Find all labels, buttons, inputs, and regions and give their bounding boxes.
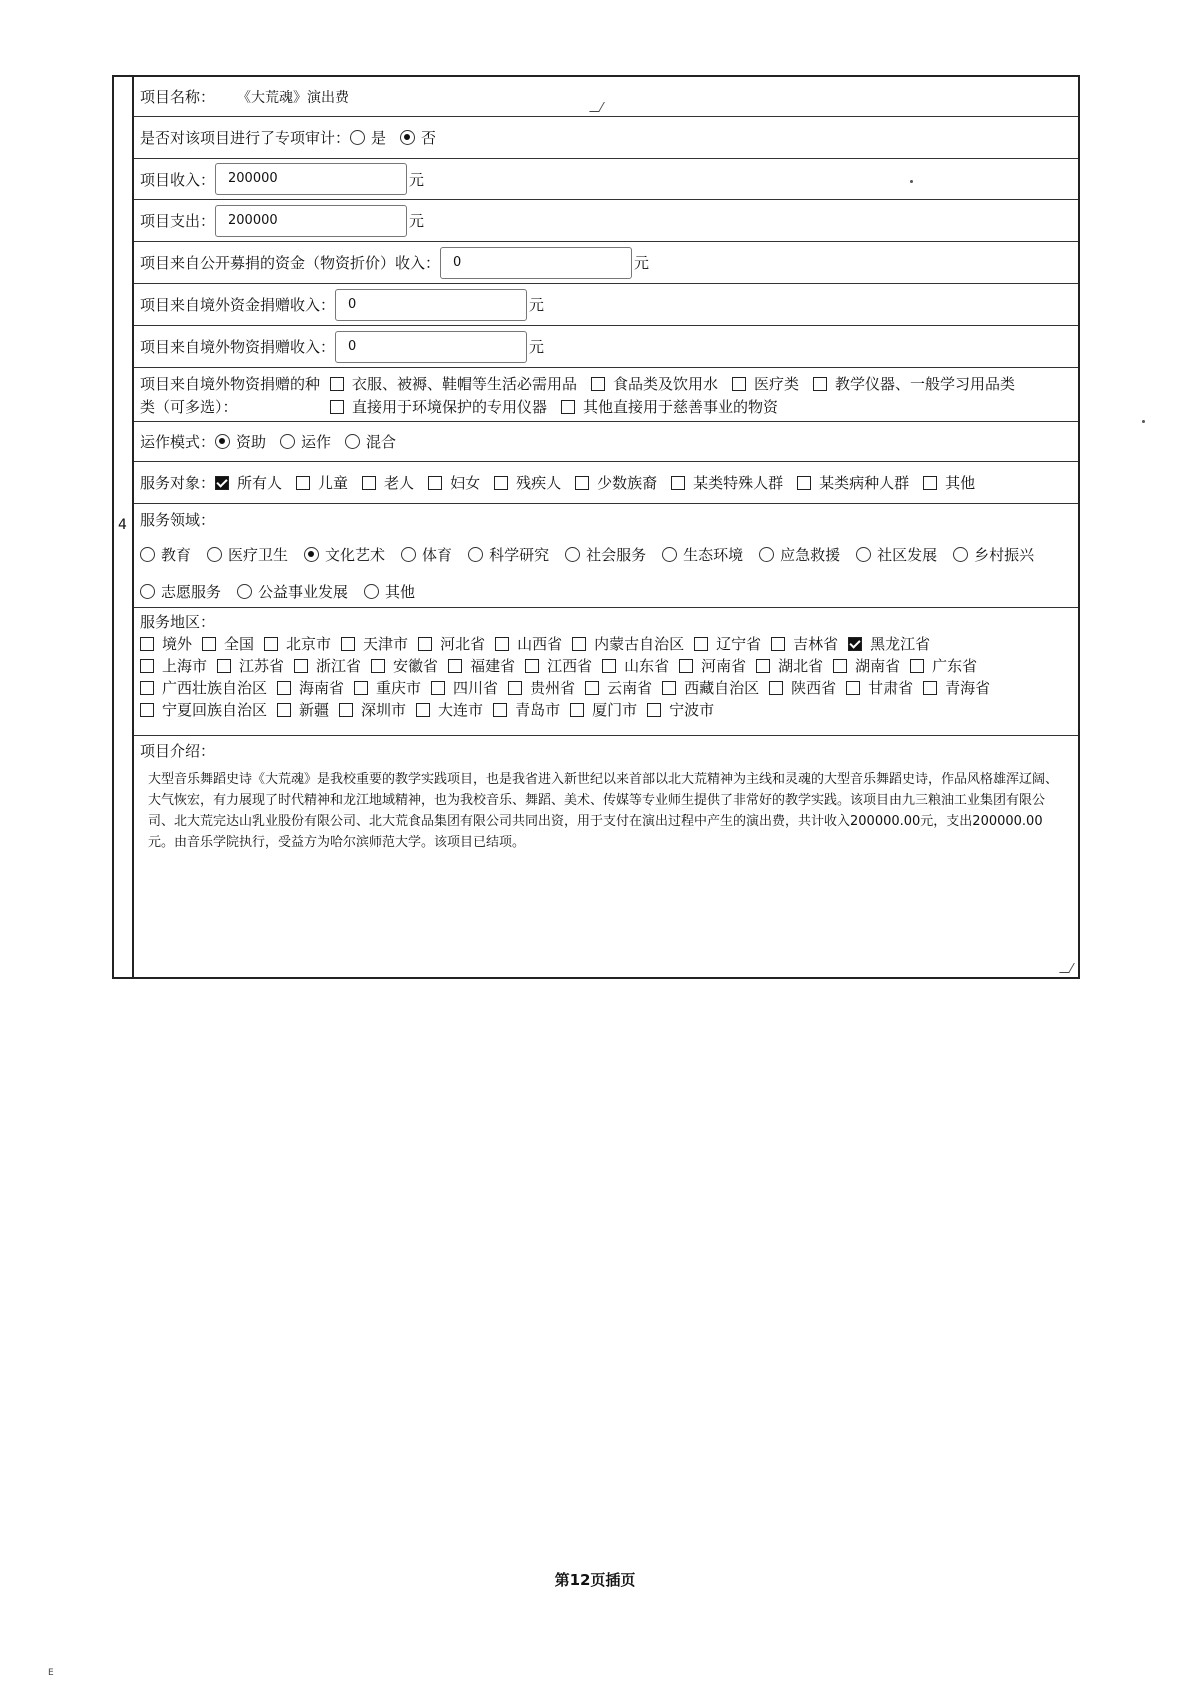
- domain-option-label: 科学研究: [489, 546, 550, 564]
- checkbox-icon[interactable]: [140, 659, 154, 673]
- project-name-label: 项目名称：: [140, 88, 216, 106]
- checkbox-icon[interactable]: [575, 476, 589, 490]
- checkbox-icon[interactable]: [602, 659, 616, 673]
- region-option-label: 黑龙江省: [870, 635, 931, 653]
- region-option-label: 湖南省: [855, 657, 901, 675]
- checkbox-icon[interactable]: [362, 476, 376, 490]
- checkbox-icon[interactable]: [294, 659, 308, 673]
- domain-option-label: 社会服务: [586, 546, 647, 564]
- service-region-label: 服务地区：: [140, 613, 216, 631]
- domain-options-line-2: [140, 581, 1072, 602]
- mode-option-label: 混合: [366, 433, 397, 451]
- region-option-label: 广西壮族自治区: [162, 679, 268, 697]
- region-option-label: 青岛市: [515, 701, 561, 719]
- type-option[interactable]: [591, 373, 718, 396]
- service-domain-row: [134, 504, 1078, 608]
- radio-icon[interactable]: [237, 584, 252, 599]
- checkbox-icon[interactable]: [647, 703, 661, 717]
- domain-option[interactable]: [207, 544, 288, 565]
- public-fundraising-input[interactable]: 0: [440, 247, 632, 279]
- target-option[interactable]: [797, 472, 909, 493]
- checkbox-icon[interactable]: [797, 476, 811, 490]
- region-option[interactable]: [418, 633, 485, 655]
- operation-mode-label: 运作模式：: [140, 433, 216, 451]
- region-option-label: 云南省: [607, 679, 653, 697]
- expense-unit: 元: [409, 212, 425, 230]
- foreign-funds-row: [134, 284, 1078, 326]
- region-option-label: 陕西省: [791, 679, 837, 697]
- checkbox-icon[interactable]: [495, 637, 509, 651]
- domain-option[interactable]: [856, 544, 937, 565]
- region-option[interactable]: [585, 677, 652, 699]
- region-option-label: 山东省: [624, 657, 670, 675]
- region-option[interactable]: [140, 655, 207, 677]
- domain-option[interactable]: [237, 581, 348, 602]
- introduction-label: 项目介绍：: [140, 742, 216, 760]
- domain-option-label: 公益事业发展: [258, 583, 349, 601]
- checkbox-icon[interactable]: [923, 681, 937, 695]
- checkbox-icon[interactable]: [662, 681, 676, 695]
- project-name-row: [134, 77, 1078, 117]
- region-option[interactable]: [572, 633, 684, 655]
- domain-option-label: 应急救援: [780, 546, 841, 564]
- checkbox-icon[interactable]: [428, 476, 442, 490]
- checkbox-icon[interactable]: [202, 637, 216, 651]
- checkbox-icon[interactable]: [910, 659, 924, 673]
- checkbox-checked-icon[interactable]: [848, 637, 862, 651]
- checkbox-icon[interactable]: [923, 476, 937, 490]
- mode-option-label: 资助: [236, 433, 267, 451]
- region-option-label: 四川省: [453, 679, 499, 697]
- expense-label: 项目支出：: [140, 212, 216, 230]
- radio-icon[interactable]: [140, 584, 155, 599]
- introduction-row: [134, 736, 1078, 977]
- region-option[interactable]: [294, 655, 361, 677]
- radio-selected-icon[interactable]: [215, 434, 230, 449]
- region-option-label: 安徽省: [393, 657, 439, 675]
- region-option[interactable]: [602, 655, 669, 677]
- region-option-label: 湖北省: [778, 657, 824, 675]
- region-option[interactable]: [354, 677, 421, 699]
- checkbox-icon[interactable]: [339, 703, 353, 717]
- checkbox-icon[interactable]: [585, 681, 599, 695]
- region-option[interactable]: [848, 633, 930, 655]
- public-fundraising-row: [134, 242, 1078, 284]
- domain-option-label: 志愿服务: [161, 583, 222, 601]
- region-option[interactable]: [769, 677, 836, 699]
- region-option[interactable]: [277, 677, 344, 699]
- domain-option[interactable]: [364, 581, 415, 602]
- checkbox-icon[interactable]: [330, 377, 344, 391]
- foreign-goods-label: 项目来自境外物资捐赠收入：: [140, 338, 336, 356]
- domain-options-line-1: [140, 544, 1072, 565]
- target-option[interactable]: [923, 472, 975, 493]
- region-option[interactable]: [140, 633, 192, 655]
- region-option[interactable]: [662, 677, 759, 699]
- service-target-label: 服务对象：: [140, 474, 216, 492]
- type-option[interactable]: [561, 396, 778, 419]
- type-option[interactable]: [732, 373, 799, 396]
- scan-speck: [910, 180, 913, 183]
- type-option-label: 医疗类: [754, 375, 800, 393]
- domain-option[interactable]: [140, 581, 221, 602]
- audit-option-no[interactable]: [400, 127, 436, 148]
- target-option[interactable]: [215, 472, 282, 493]
- type-option-label: 其他直接用于慈善事业的物资: [583, 398, 779, 416]
- domain-option[interactable]: [401, 544, 452, 565]
- income-unit: 元: [409, 170, 425, 189]
- project-form: [112, 75, 1080, 979]
- checkbox-icon[interactable]: [140, 681, 154, 695]
- foreign-goods-unit: 元: [529, 338, 545, 356]
- region-option-label: 山西省: [517, 635, 563, 653]
- radio-icon[interactable]: [207, 547, 222, 562]
- checkbox-icon[interactable]: [140, 703, 154, 717]
- region-option[interactable]: [264, 633, 331, 655]
- region-option-label: 青海省: [945, 679, 991, 697]
- checkbox-icon[interactable]: [418, 637, 432, 651]
- region-option-label: 全国: [224, 635, 255, 653]
- checkbox-icon[interactable]: [448, 659, 462, 673]
- region-option-label: 广东省: [932, 657, 978, 675]
- domain-option[interactable]: [759, 544, 840, 565]
- target-option-label: 所有人: [237, 474, 283, 492]
- checkbox-icon[interactable]: [732, 377, 746, 391]
- domain-option-label: 社区发展: [877, 546, 938, 564]
- checkbox-icon[interactable]: [371, 659, 385, 673]
- foreign-goods-row: [134, 326, 1078, 368]
- region-option[interactable]: [339, 699, 406, 721]
- target-option[interactable]: [671, 472, 783, 493]
- target-option-label: 残疾人: [516, 474, 562, 492]
- region-option-label: 辽宁省: [716, 635, 762, 653]
- type-option-label: 直接用于环境保护的专用仪器: [352, 398, 548, 416]
- region-option-label: 深圳市: [361, 701, 407, 719]
- radio-icon[interactable]: [565, 547, 580, 562]
- checkbox-icon[interactable]: [341, 637, 355, 651]
- target-option-label: 老人: [384, 474, 415, 492]
- target-option-label: 妇女: [450, 474, 481, 492]
- checkbox-icon[interactable]: [330, 400, 344, 414]
- expense-row: [134, 200, 1078, 242]
- income-input[interactable]: 200000: [215, 163, 407, 195]
- resize-handle-icon[interactable]: [589, 102, 605, 112]
- expense-input[interactable]: 200000: [215, 205, 407, 237]
- domain-option-label: 医疗卫生: [228, 546, 289, 564]
- region-options: [140, 633, 1072, 721]
- region-option-label: 河南省: [701, 657, 747, 675]
- target-option-label: 其他: [945, 474, 976, 492]
- region-option[interactable]: [910, 655, 977, 677]
- region-option-label: 甘肃省: [868, 679, 914, 697]
- target-option[interactable]: [575, 472, 657, 493]
- region-option-label: 北京市: [286, 635, 332, 653]
- checkbox-icon[interactable]: [508, 681, 522, 695]
- edge-mark: E: [48, 1668, 54, 1678]
- domain-option[interactable]: [468, 544, 549, 565]
- checkbox-checked-icon[interactable]: [215, 476, 229, 490]
- region-option-label: 大连市: [438, 701, 484, 719]
- radio-icon[interactable]: [350, 130, 365, 145]
- domain-option-label: 其他: [385, 583, 416, 601]
- domain-option[interactable]: [140, 544, 191, 565]
- region-option-label: 海南省: [299, 679, 345, 697]
- checkbox-icon[interactable]: [354, 681, 368, 695]
- foreign-goods-types-options: [330, 373, 1029, 419]
- domain-option-label: 乡村振兴: [974, 546, 1035, 564]
- domain-option-label: 生态环境: [683, 546, 744, 564]
- region-option[interactable]: [846, 677, 913, 699]
- foreign-funds-label: 项目来自境外资金捐赠收入：: [140, 296, 336, 314]
- mode-option[interactable]: [215, 431, 266, 452]
- region-option-label: 宁夏回族自治区: [162, 701, 268, 719]
- foreign-funds-unit: 元: [529, 296, 545, 314]
- checkbox-icon[interactable]: [769, 681, 783, 695]
- checkbox-icon[interactable]: [679, 659, 693, 673]
- checkbox-icon[interactable]: [525, 659, 539, 673]
- region-option-label: 浙江省: [316, 657, 362, 675]
- target-option[interactable]: [428, 472, 480, 493]
- region-option-label: 宁波市: [669, 701, 715, 719]
- radio-icon[interactable]: [345, 434, 360, 449]
- checkbox-icon[interactable]: [572, 637, 586, 651]
- checkbox-icon[interactable]: [493, 703, 507, 717]
- type-option-label: 衣服、被褥、鞋帽等生活必需用品: [352, 375, 578, 393]
- region-option-label: 江西省: [547, 657, 593, 675]
- type-option[interactable]: [330, 396, 547, 419]
- radio-icon[interactable]: [856, 547, 871, 562]
- audit-option-yes[interactable]: [350, 127, 386, 148]
- service-domain-label: 服务领域：: [140, 511, 216, 529]
- region-option-label: 上海市: [162, 657, 208, 675]
- region-option-label: 西藏自治区: [684, 679, 760, 697]
- target-option[interactable]: [296, 472, 348, 493]
- region-option[interactable]: [756, 655, 823, 677]
- mode-option[interactable]: [280, 431, 331, 452]
- radio-selected-icon[interactable]: [400, 130, 415, 145]
- region-option[interactable]: [833, 655, 900, 677]
- checkbox-icon[interactable]: [833, 659, 847, 673]
- checkbox-icon[interactable]: [756, 659, 770, 673]
- target-option[interactable]: [494, 472, 561, 493]
- checkbox-icon[interactable]: [771, 637, 785, 651]
- type-option[interactable]: [813, 373, 1015, 396]
- domain-option-label: 文化艺术: [325, 546, 386, 564]
- radio-icon[interactable]: [280, 434, 295, 449]
- region-option-label: 重庆市: [376, 679, 422, 697]
- checkbox-icon[interactable]: [671, 476, 685, 490]
- type-option-label: 食品类及饮用水: [613, 375, 719, 393]
- scan-speck: [1142, 420, 1145, 423]
- service-region-row: [134, 608, 1078, 736]
- region-option[interactable]: [217, 655, 284, 677]
- audit-no-label: 否: [421, 129, 437, 147]
- region-option-label: 河北省: [440, 635, 486, 653]
- radio-icon[interactable]: [468, 547, 483, 562]
- public-fundraising-unit: 元: [634, 254, 650, 272]
- introduction-textarea[interactable]: 大型音乐舞蹈史诗《大荒魂》是我校重要的教学实践项目，也是我省进入新世纪以来首部以北大荒精神为主线和灵魂的大型音乐舞蹈史诗，作品风格雄浑辽阔、大气恢宏，有力展现了时代精神和龙江地域精神，也为我校音乐、舞蹈、美术、传媒等专业师生提供了非常好的教学实践。该项目由九三粮油工业集团有限公司、北大荒完达山乳业股份有限公司、北大荒食品集团有限公司共同出资，用于支付在演出过程中产生的演出费，共计收入200000.00元，支出200000.00元。由音乐学院执行，受益方为哈尔滨师范大学。该项目已结项。: [148, 772, 1059, 850]
- region-option[interactable]: [140, 677, 267, 699]
- radio-icon[interactable]: [140, 547, 155, 562]
- region-option[interactable]: [371, 655, 438, 677]
- region-option[interactable]: [416, 699, 483, 721]
- form-rows: [134, 77, 1078, 977]
- income-row: [134, 159, 1078, 200]
- target-option-label: 少数族裔: [597, 474, 658, 492]
- type-option-label: 教学仪器、一般学习用品类: [835, 375, 1016, 393]
- region-option[interactable]: [694, 633, 761, 655]
- operation-mode-row: [134, 422, 1078, 462]
- region-option[interactable]: [277, 699, 329, 721]
- checkbox-icon[interactable]: [561, 400, 575, 414]
- domain-option[interactable]: [304, 544, 385, 565]
- domain-option[interactable]: [662, 544, 743, 565]
- special-audit-label: 是否对该项目进行了专项审计：: [140, 129, 351, 147]
- region-option-label: 境外: [162, 635, 193, 653]
- region-option-label: 厦门市: [592, 701, 638, 719]
- resize-handle-icon[interactable]: [1059, 963, 1075, 973]
- project-name-field[interactable]: 《大荒魂》演出费: [237, 89, 350, 106]
- domain-option-label: 教育: [161, 546, 192, 564]
- checkbox-icon[interactable]: [416, 703, 430, 717]
- region-option[interactable]: [202, 633, 254, 655]
- region-option-label: 江苏省: [239, 657, 285, 675]
- foreign-goods-types-label: 项目来自境外物资捐赠的种类（可多选）：: [140, 375, 321, 416]
- checkbox-icon[interactable]: [694, 637, 708, 651]
- region-option[interactable]: [679, 655, 746, 677]
- target-option-label: 儿童: [318, 474, 349, 492]
- region-option[interactable]: [140, 699, 267, 721]
- checkbox-icon[interactable]: [591, 377, 605, 391]
- foreign-goods-input[interactable]: 0: [335, 331, 527, 363]
- checkbox-icon[interactable]: [296, 476, 310, 490]
- checkbox-icon[interactable]: [140, 637, 154, 651]
- region-option-label: 新疆: [299, 701, 330, 719]
- service-target-row: [134, 462, 1078, 504]
- target-option-label: 某类病种人群: [819, 474, 910, 492]
- foreign-funds-input[interactable]: 0: [335, 289, 527, 321]
- domain-option[interactable]: [565, 544, 646, 565]
- region-option-label: 天津市: [363, 635, 409, 653]
- checkbox-icon[interactable]: [277, 703, 291, 717]
- special-audit-row: [134, 117, 1078, 159]
- region-option[interactable]: [508, 677, 575, 699]
- radio-icon[interactable]: [759, 547, 774, 562]
- checkbox-icon[interactable]: [217, 659, 231, 673]
- radio-selected-icon[interactable]: [304, 547, 319, 562]
- radio-icon[interactable]: [364, 584, 379, 599]
- region-option-label: 贵州省: [530, 679, 576, 697]
- region-option[interactable]: [647, 699, 714, 721]
- radio-icon[interactable]: [662, 547, 677, 562]
- checkbox-icon[interactable]: [264, 637, 278, 651]
- checkbox-icon[interactable]: [277, 681, 291, 695]
- checkbox-icon[interactable]: [431, 681, 445, 695]
- region-option[interactable]: [570, 699, 637, 721]
- region-option[interactable]: [493, 699, 560, 721]
- row-index-number: 4: [118, 517, 127, 533]
- region-option[interactable]: [341, 633, 408, 655]
- type-option[interactable]: [330, 373, 577, 396]
- region-option-label: 吉林省: [793, 635, 839, 653]
- checkbox-icon[interactable]: [813, 377, 827, 391]
- checkbox-icon[interactable]: [846, 681, 860, 695]
- region-option[interactable]: [495, 633, 562, 655]
- checkbox-icon[interactable]: [570, 703, 584, 717]
- region-option[interactable]: [525, 655, 592, 677]
- region-option[interactable]: [448, 655, 515, 677]
- mode-option-label: 运作: [301, 433, 332, 451]
- region-option-label: 福建省: [470, 657, 516, 675]
- region-option[interactable]: [771, 633, 838, 655]
- region-option-label: 内蒙古自治区: [594, 635, 685, 653]
- domain-option[interactable]: [953, 544, 1034, 565]
- checkbox-icon[interactable]: [494, 476, 508, 490]
- page-footer: 第12页插页: [554, 1571, 636, 1589]
- radio-icon[interactable]: [401, 547, 416, 562]
- income-label: 项目收入：: [140, 170, 216, 189]
- public-fundraising-label: 项目来自公开募捐的资金（物资折价）收入：: [140, 254, 441, 272]
- radio-icon[interactable]: [953, 547, 968, 562]
- domain-option-label: 体育: [422, 546, 453, 564]
- mode-option[interactable]: [345, 431, 396, 452]
- region-option[interactable]: [431, 677, 498, 699]
- target-option[interactable]: [362, 472, 414, 493]
- target-option-label: 某类特殊人群: [693, 474, 784, 492]
- region-option[interactable]: [923, 677, 990, 699]
- index-column: [114, 77, 134, 977]
- foreign-goods-types-row: [134, 368, 1078, 422]
- audit-yes-label: 是: [371, 129, 387, 147]
